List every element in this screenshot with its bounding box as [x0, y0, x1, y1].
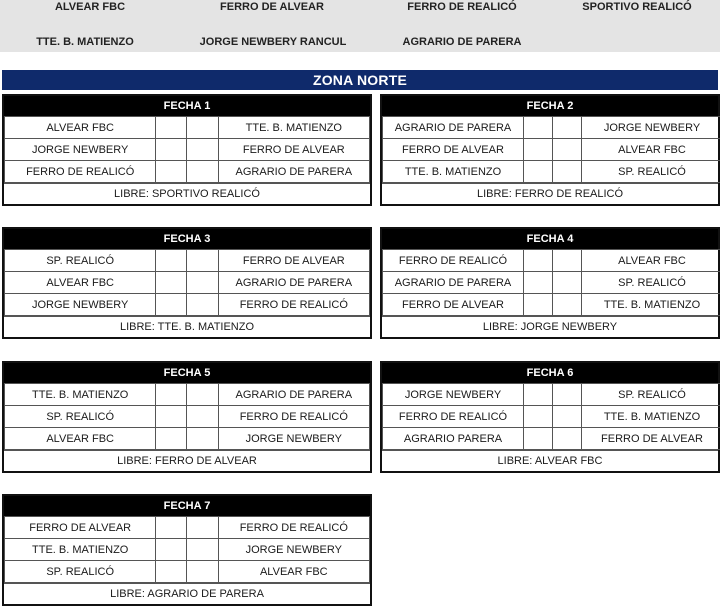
away-team: TTE. B. MATIENZO	[582, 294, 720, 316]
home-score-cell	[156, 384, 187, 406]
match-row	[5, 384, 370, 406]
away-score-cell	[187, 161, 218, 183]
match-row	[5, 139, 370, 161]
away-score-cell	[553, 272, 582, 294]
fecha-block	[2, 227, 372, 339]
home-score-cell	[156, 517, 187, 539]
home-score-cell	[524, 406, 553, 428]
home-score-cell	[524, 117, 553, 139]
matches-table	[4, 516, 370, 583]
home-score-cell	[524, 139, 553, 161]
away-score-cell	[553, 294, 582, 316]
away-score-cell	[187, 250, 218, 272]
away-score-cell	[553, 117, 582, 139]
home-team: FERRO DE ALVEAR	[5, 517, 156, 539]
home-team: SP. REALICÓ	[5, 406, 156, 428]
home-score-cell	[524, 294, 553, 316]
match-row	[5, 428, 370, 450]
match-row	[5, 272, 370, 294]
home-score-cell	[156, 294, 187, 316]
match-row	[383, 161, 720, 183]
matches-table	[382, 249, 720, 316]
bye-team: LIBRE: FERRO DE ALVEAR	[4, 450, 370, 471]
away-score-cell	[187, 294, 218, 316]
home-team: FERRO DE REALICÓ	[383, 250, 524, 272]
matches-table	[382, 383, 720, 450]
home-team: JORGE NEWBERY	[383, 384, 524, 406]
away-team: JORGE NEWBERY	[582, 117, 720, 139]
fecha-title: FECHA 1	[4, 96, 370, 116]
away-team: SP. REALICÓ	[582, 161, 720, 183]
bye-team: LIBRE: AGRARIO DE PARERA	[4, 583, 370, 604]
match-row	[383, 139, 720, 161]
bye-team: LIBRE: FERRO DE REALICÓ	[382, 183, 718, 204]
home-score-cell	[156, 561, 187, 583]
away-team: JORGE NEWBERY	[218, 539, 369, 561]
bye-team: LIBRE: ALVEAR FBC	[382, 450, 718, 471]
team-label: SPORTIVO REALICÓ	[582, 1, 692, 13]
away-team: FERRO DE ALVEAR	[218, 139, 369, 161]
home-team: JORGE NEWBERY	[5, 294, 156, 316]
match-row	[5, 406, 370, 428]
home-team: SP. REALICÓ	[5, 561, 156, 583]
away-team: SP. REALICÓ	[582, 384, 720, 406]
match-row	[5, 250, 370, 272]
home-team: AGRARIO DE PARERA	[383, 272, 524, 294]
team-label: ALVEAR FBC	[54, 1, 126, 13]
away-score-cell	[553, 161, 582, 183]
bye-team: LIBRE: SPORTIVO REALICÓ	[4, 183, 370, 204]
away-score-cell	[187, 428, 218, 450]
away-team: FERRO DE ALVEAR	[582, 428, 720, 450]
team-label: JORGE NEWBERY RANCUL	[199, 36, 347, 48]
team-label: FERRO DE REALICÓ	[407, 1, 517, 13]
match-row	[5, 161, 370, 183]
home-team: ALVEAR FBC	[5, 117, 156, 139]
match-row	[383, 428, 720, 450]
fecha-block	[2, 94, 372, 206]
home-score-cell	[524, 272, 553, 294]
zone-title: ZONA NORTE	[2, 70, 718, 90]
home-team: ALVEAR FBC	[5, 272, 156, 294]
away-score-cell	[187, 517, 218, 539]
home-team: FERRO DE REALICÓ	[5, 161, 156, 183]
team-label: TTE. B. MATIENZO	[36, 36, 134, 48]
home-score-cell	[156, 539, 187, 561]
away-team: AGRARIO DE PARERA	[218, 384, 369, 406]
home-score-cell	[156, 272, 187, 294]
matches-table	[4, 116, 370, 183]
fecha-title: FECHA 7	[4, 496, 370, 516]
home-score-cell	[524, 250, 553, 272]
match-row	[5, 294, 370, 316]
home-score-cell	[156, 250, 187, 272]
bye-team: LIBRE: TTE. B. MATIENZO	[4, 316, 370, 337]
match-row	[5, 539, 370, 561]
match-row	[383, 294, 720, 316]
fecha-title: FECHA 3	[4, 229, 370, 249]
away-team: FERRO DE REALICÓ	[218, 406, 369, 428]
matches-table	[382, 116, 720, 183]
away-team: FERRO DE REALICÓ	[218, 517, 369, 539]
home-team: ALVEAR FBC	[5, 428, 156, 450]
home-score-cell	[156, 161, 187, 183]
match-row	[5, 117, 370, 139]
home-score-cell	[156, 139, 187, 161]
match-row	[383, 117, 720, 139]
matches-table	[4, 249, 370, 316]
away-team: FERRO DE ALVEAR	[218, 250, 369, 272]
away-score-cell	[187, 561, 218, 583]
home-team: SP. REALICÓ	[5, 250, 156, 272]
fecha-title: FECHA 4	[382, 229, 718, 249]
matches-table	[4, 383, 370, 450]
fecha-title: FECHA 5	[4, 363, 370, 383]
home-team: AGRARIO DE PARERA	[383, 117, 524, 139]
fecha-title: FECHA 2	[382, 96, 718, 116]
bye-team: LIBRE: JORGE NEWBERY	[382, 316, 718, 337]
participating-teams-panel	[0, 0, 720, 52]
away-score-cell	[553, 428, 582, 450]
fecha-block	[380, 94, 720, 206]
match-row	[383, 250, 720, 272]
away-team: JORGE NEWBERY	[218, 428, 369, 450]
away-score-cell	[187, 117, 218, 139]
team-label: FERRO DE ALVEAR	[220, 1, 324, 13]
fecha-block	[380, 361, 720, 473]
fecha-block	[2, 361, 372, 473]
home-team: TTE. B. MATIENZO	[5, 539, 156, 561]
fecha-block	[380, 227, 720, 339]
away-team: ALVEAR FBC	[582, 250, 720, 272]
away-team: TTE. B. MATIENZO	[218, 117, 369, 139]
away-score-cell	[553, 250, 582, 272]
away-score-cell	[553, 384, 582, 406]
away-score-cell	[187, 272, 218, 294]
home-team: JORGE NEWBERY	[5, 139, 156, 161]
away-team: AGRARIO DE PARERA	[218, 272, 369, 294]
away-team: ALVEAR FBC	[582, 139, 720, 161]
away-team: SP. REALICÓ	[582, 272, 720, 294]
home-score-cell	[156, 428, 187, 450]
home-team: FERRO DE REALICÓ	[383, 406, 524, 428]
away-score-cell	[187, 384, 218, 406]
home-score-cell	[156, 117, 187, 139]
away-score-cell	[187, 539, 218, 561]
home-team: FERRO DE ALVEAR	[383, 294, 524, 316]
away-score-cell	[553, 139, 582, 161]
fecha-title: FECHA 6	[382, 363, 718, 383]
match-row	[5, 517, 370, 539]
away-score-cell	[187, 406, 218, 428]
home-score-cell	[156, 406, 187, 428]
match-row	[5, 561, 370, 583]
team-label: AGRARIO DE PARERA	[402, 36, 522, 48]
away-team: FERRO DE REALICÓ	[218, 294, 369, 316]
home-team: TTE. B. MATIENZO	[383, 161, 524, 183]
home-score-cell	[524, 428, 553, 450]
home-score-cell	[524, 161, 553, 183]
home-team: FERRO DE ALVEAR	[383, 139, 524, 161]
fecha-block	[2, 494, 372, 606]
match-row	[383, 406, 720, 428]
away-team: TTE. B. MATIENZO	[582, 406, 720, 428]
away-score-cell	[187, 139, 218, 161]
away-team: AGRARIO DE PARERA	[218, 161, 369, 183]
away-team: ALVEAR FBC	[218, 561, 369, 583]
match-row	[383, 272, 720, 294]
match-row	[383, 384, 720, 406]
home-team: TTE. B. MATIENZO	[5, 384, 156, 406]
away-score-cell	[553, 406, 582, 428]
home-score-cell	[524, 384, 553, 406]
home-team: AGRARIO PARERA	[383, 428, 524, 450]
